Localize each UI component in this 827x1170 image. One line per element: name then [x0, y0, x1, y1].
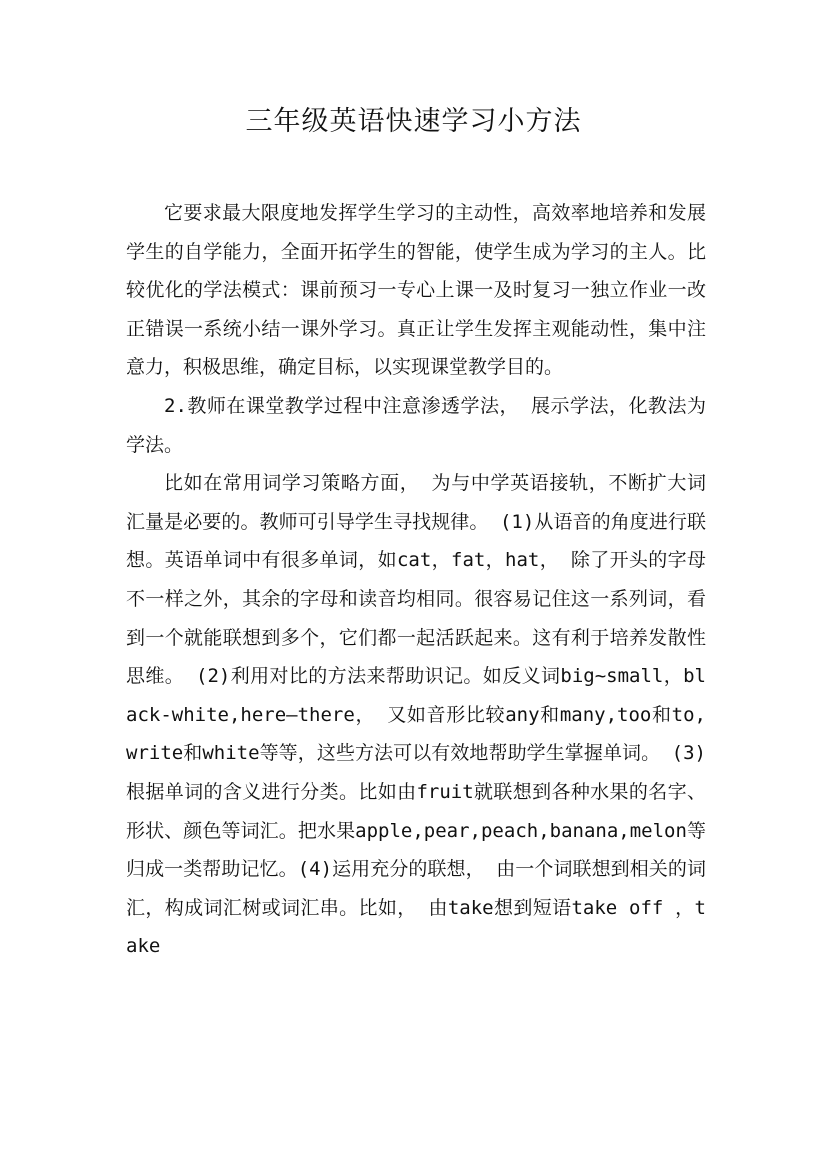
document-body	[126, 194, 706, 966]
document-title: 三年级英语快速学习小方法	[245, 106, 582, 137]
paragraph-teacher-method: 2.教师在课堂教学过程中注意渗透学法， 展示学法，化教法为学法。	[126, 394, 706, 456]
paragraph-intro: 它要求最大限度地发挥学生学习的主动性，高效率地培养和发展学生的自学能力，全面开拓学生的智能，使学生成为学习的主人。比较优化的学法模式：课前预习一专心上课一及时复习一独立作业一改正错误一系统小结一课外学习。真正让学生发挥主观能动性，集中注意力，积极思维，确定目标，以实现课堂教学目的。	[126, 202, 706, 379]
paragraph-vocabulary-strategy: 比如在常用词学习策略方面， 为与中学英语接轨，不断扩大词汇量是必要的。教师可引导学生寻找规律。 (1)从语音的角度进行联想。英语单词中有很多单词，如cat，fat，hat， 除了开头的字母不一样之外，其余的字母和读音均相同。很容易记住这一系列词，看到一个就能联想到多个，它们都一起活跃起来。这有利于培养发散性思维。 (2)利用对比的方法来帮助识记。如反义词big~small，black-white,here—there， 又如音形比较any和many,too和to,write和white等等，这些方法可以有效地帮助学生掌握单词。 (3)根据单词的含义进行分类。比如由fruit就联想到各种水果的名字、形状、颜色等词汇。把水果apple,pear,peach,banana,melon等归成一类帮助记忆。(4)运用充分的联想， 由一个词联想到相关的词汇，构成词汇树或词汇串。比如， 由take想到短语take off ，take	[126, 472, 706, 958]
